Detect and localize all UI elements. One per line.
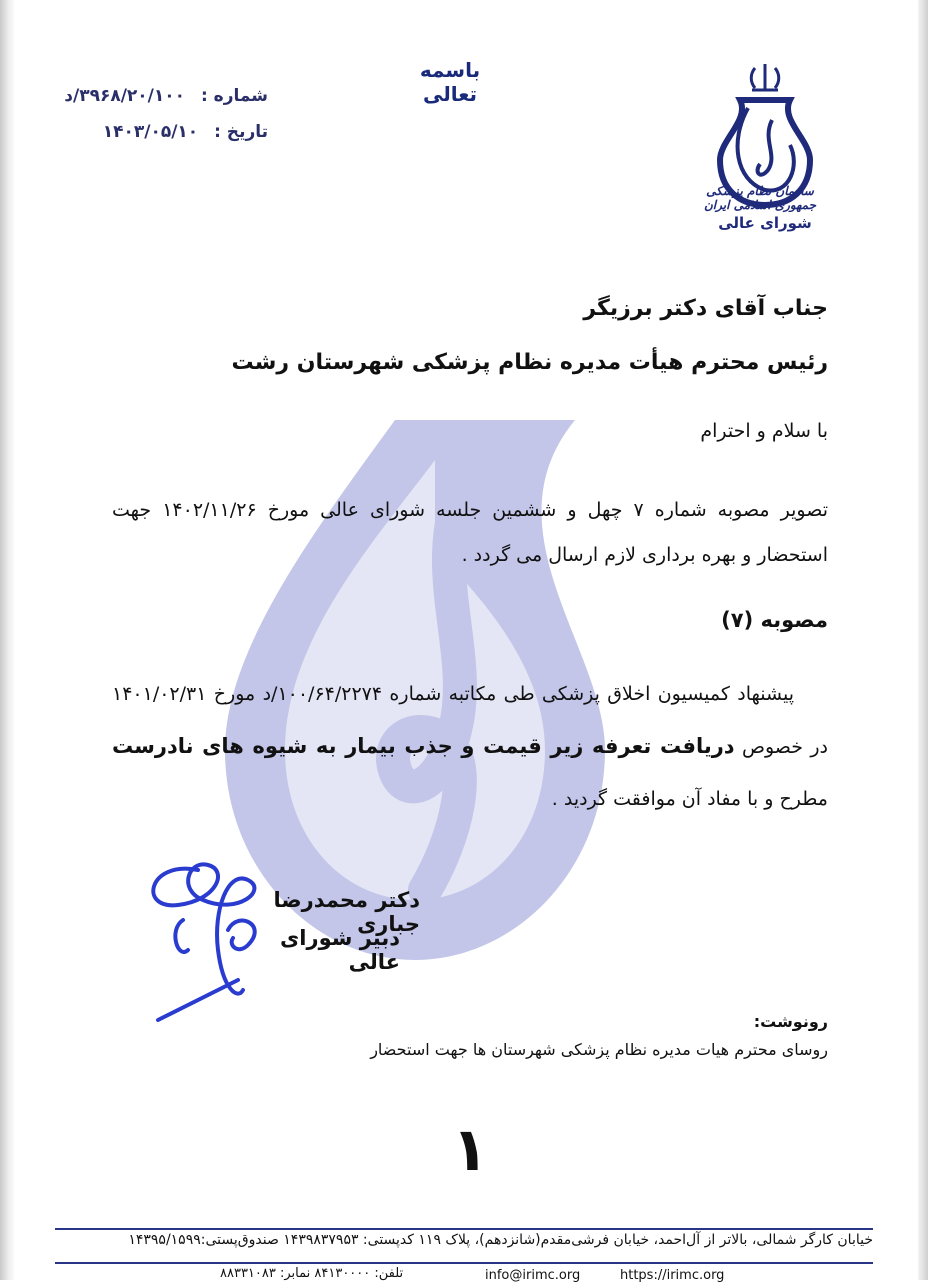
intro-paragraph: تصویر مصوبه شماره ۷ چهل و ششمین جلسه شورای عالی مورخ ۱۴۰۲/۱۱/۲۶ جهت استحضار و بهره برداری لازم ارسال می گردد .: [112, 499, 828, 566]
cc-label: رونوشت:: [753, 1012, 828, 1031]
letter-date-row: [103, 122, 268, 142]
resolution-title: مصوبه (۷): [721, 608, 828, 632]
addressee-title: رئیس محترم هیأت مدیره نظام پزشکی شهرستان رشت: [231, 350, 828, 375]
scan-edge-left: [0, 0, 14, 1280]
signer-title: دبیر شورای عالی: [280, 926, 400, 974]
medical-council-logo-icon: [700, 60, 830, 240]
addressee-name: جناب آقای دکتر برزیگر: [583, 296, 828, 321]
bismillah-heading: باسمه تعالی: [419, 58, 481, 106]
letter-number-row: [64, 86, 268, 106]
greeting: با سلام و احترام: [700, 420, 828, 442]
page-number: ۱: [451, 1115, 489, 1185]
resolution-paragraph: [112, 668, 828, 825]
footer-website: https://irimc.org: [620, 1268, 725, 1283]
scan-edge-right: [918, 0, 928, 1280]
footer-address: خیابان کارگر شمالی، بالاتر از آل‌احمد، خیابان فرشی‌مقدم(شانزدهم)، پلاک ۱۱۹ کدپستی: ۱۴۳۹۸۳۷۹۵۳ صندوق‌پستی:۱۴۳۹۵/۱۵۹۹: [128, 1232, 873, 1248]
council-name: شورای عالی: [718, 214, 812, 232]
organization-name: سازمان نظام پزشکی جمهوری اسلامی ایران: [703, 184, 817, 212]
footer-divider-bottom: [55, 1262, 873, 1264]
resolution-subject: دریافت تعرفه زیر قیمت و جذب بیمار به شیوه های نادرست: [112, 734, 735, 758]
signer-name: دکتر محمدرضا جباری: [273, 888, 420, 936]
letter-date-label: تاریخ :: [214, 122, 268, 142]
footer-phone-fax: تلفن: ۸۴۱۳۰۰۰۰ نمابر: ۸۸۳۳۱۰۸۳: [220, 1266, 404, 1281]
cc-recipients: روسای محترم هیات مدیره نظام پزشکی شهرستان ها جهت استحضار: [370, 1040, 828, 1059]
resolution-text-start: پیشنهاد کمیسیون اخلاق پزشکی طی مکاتبه شماره ۱۰۰/۶۴/۲۲۷۴/د مورخ ۱۴۰۱/۰۲/۳۱ در خصوص: [112, 683, 828, 758]
letter-number-label: شماره :: [200, 86, 268, 106]
resolution-text-end: مطرح و با مفاد آن موافقت گردید .: [551, 788, 828, 810]
footer-email: info@irimc.org: [485, 1268, 581, 1283]
letter-number-value: ۳۹۶۸/۲۰/۱۰۰/د: [64, 86, 186, 106]
footer-divider-top: [55, 1228, 873, 1230]
letter-date-value: ۱۴۰۳/۰۵/۱۰: [102, 122, 199, 142]
